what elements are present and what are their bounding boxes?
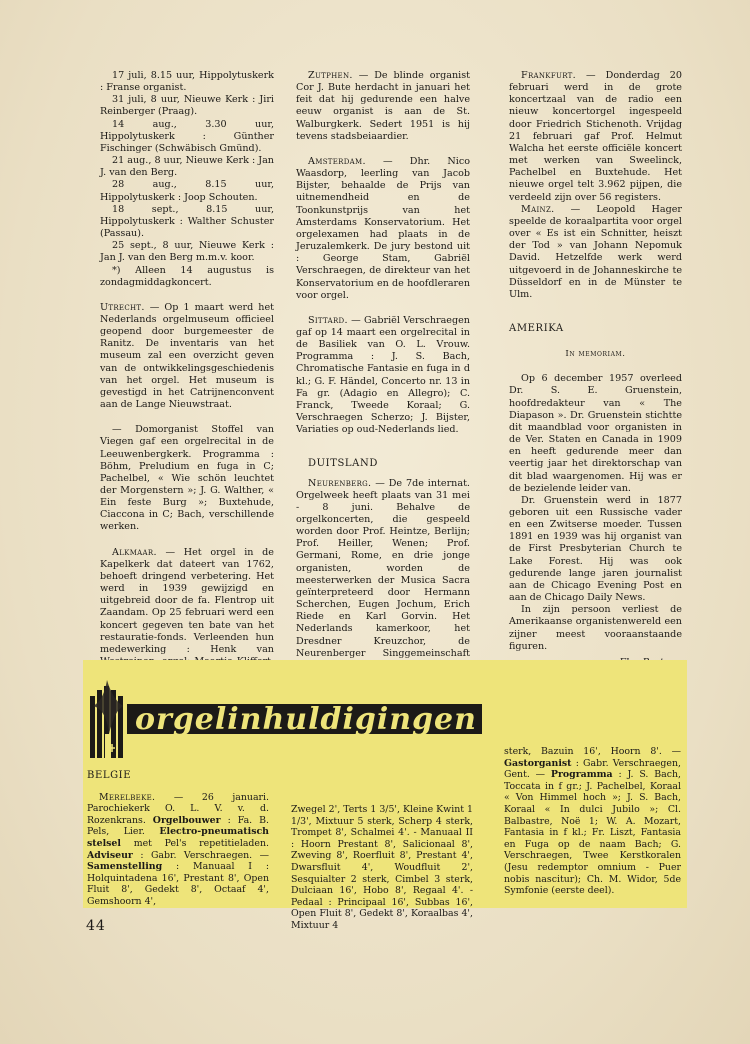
article-text: — 26 januari. Parochiekerk O. L. V. v. d. Rozenkrans. (87, 791, 270, 826)
column-2 (296, 70, 470, 696)
label-gastorganist: Gastorganist (504, 757, 572, 769)
city-name: Merelbeke. (99, 791, 156, 803)
box-column-2 (291, 804, 473, 932)
article-merelbeke (87, 792, 269, 908)
article-text: met Pel's repetitieladen. (133, 837, 269, 849)
article-text (504, 746, 681, 897)
organ-pipes-icon (90, 680, 123, 758)
section-heading-amerika: AMERIKA (509, 322, 564, 334)
box-column-3 (504, 746, 681, 897)
paragraph: Dr. Gruenstein werd in 1877 geboren uit een Russische vader en een Zwitserse moeder. Tussen 1891 en 1939 was hij organist van de First Presbyterian Church te Lake Forest. Hij was ook gedurende lange jaren journalist aan de Chicago Evening Post en aan de Chicago Daily News. (509, 494, 682, 604)
article-text: — Dhr. Nico Waasdorp, leerling van Jacob Bijster, behaalde de Prijs van uitnemendheid en de Toonkunstprijs van het Amsterdams Konservatorium. Het orgelexamen had plaats in de Jeruzalemkerk. De jury bestond uit : George Stam, Gabriël Verschraegen, de direkteur van het Konservatorium en de hoofdleraren voor orgel. (296, 155, 470, 301)
article-text: — Gabriël Verschraegen gaf op 14 maart een orgelrecital in de Basiliek van O. L. Vrouw. Programma : J. S. Bach, Chromatische Fantasie en fuga in d kl.; G. F. Händel, Concerto nr. 13 in Fa gr. (Adagio en Allegro); C. Franck, Tweede Koraal; G. Verschraegen Scherzo; J. Bijster, Variaties op oud-Nederlands lied. (296, 314, 470, 436)
article-text: : Fa. B. Pels, Lier. (87, 814, 269, 838)
concert-entry: 31 juli, 8 uur, Nieuwe Kerk : Jiri Reinberger (Praag). (100, 94, 274, 118)
article-text: — Op 1 maart werd het Nederlands orgelmuseum officieel geopend door burgemeester de Ranitz. De inventaris van het museum zal een overzicht geven van de ontwikkelingsgeschiedenis van het orgel. Het museum is gevestigd in het Catrijnenconvent aan de Lange Nieuwstraat. (100, 301, 274, 411)
section-heading-belgie: BELGIE (87, 770, 132, 781)
article-frankfurt (509, 70, 682, 204)
label-samenstelling: Samenstelling (87, 861, 163, 873)
article-text: — De 7de internat. Orgelweek heeft plaats van 31 mei - 8 juni. Behalve de orgelkoncerten, die gespeeld worden door Prof. Heintze, Berlijn; Prof. Heiller, Wenen; Prof. Germani, Rome, en drie jonge organisten, worden de meesterwerken der Musica Sacra geïnterpreteerd door Hermann Scherchen, Eugen Jochum, Erich Riede en Karl Gorvin. Het Nederlands kamerkoor, het Dresdner Kreuzchor, de Neurenberger Singgemeinschaft (296, 477, 470, 659)
column-1 (100, 70, 274, 705)
article-text: Zwegel 2', Terts 1 3/5', Kleine Kwint 1 1/3', Mixtuur 5 sterk, Scherp 4 sterk, Trompet 8', Schalmei 4'. - Manuaal II : Hoorn Prestant 8', Salicionaal 8', Zweving 8', Roerfluit 8', Prestant 4', Dwarsfluit 4', Woudfluit 2', Sesquialter 2 sterk, Cimbel 3 sterk, Dulciaan 16', Hobo 8', Regaal 4'. - Pedaal : Principaal 16', Subbas 16', Open Fluit 8', Gedekt 8', Koraalbas 4', Mixtuur 4 (291, 804, 473, 931)
city-name: Frankfurt. (521, 70, 576, 81)
subheading-memoriam: In memoriam. (565, 349, 626, 360)
city-name: Amsterdam. (308, 155, 366, 167)
article-text: : Manuaal I : Holquintadena 16', Prestant 8', Open Fluit 8', Gedekt 8', Octaaf 4', Gemshoorn 4', (87, 861, 269, 907)
label-stelsel: Electro-pneumatisch stelsel (87, 826, 269, 849)
article-utrecht (100, 302, 274, 411)
article-text: — De blinde organist Cor J. Bute herdacht in januari het feit dat hij gedurende een halve eeuw organist is aan de St. Walburgkerk. Sedert 1951 is hij tevens stadsbeiaardier. (296, 70, 470, 142)
column-3 (509, 70, 682, 669)
article-text: : Gabr. Verschraegen, Gent. — (504, 757, 681, 781)
concert-note: *) Alleen 14 augustus is zondagmiddagkoncert. (100, 264, 274, 288)
paragraph: Op 6 december 1957 overleed Dr. S. E. Gruenstein, hoofdredakteur van « The Diapason ». Dr. Gruenstein stichtte dit maandblad voor organisten in de Ver. Staten en Canada in 1909 en heeft gedurende meer dan veertig jaar het direktorschap van dit blad waargenomen. Hij was er de bezielende leider van. (509, 373, 682, 494)
city-name: Mainz. (521, 203, 555, 215)
article-text: : Gabr. Verschraegen. — (140, 849, 269, 861)
banner-title: orgelinhuldigingen (135, 702, 477, 737)
concert-entry: 18 sept., 8.15 uur, Hippolytuskerk : Walther Schuster (Passau). (100, 203, 274, 240)
article-amsterdam (296, 156, 470, 302)
label-adviseur: Adviseur (87, 849, 133, 861)
article-zutphen (296, 70, 470, 143)
city-name: Sittard. (308, 314, 348, 326)
concert-entry: 17 juli, 8.15 uur, Hippolytuskerk : Franse organist. (100, 70, 274, 94)
article-text: sterk, Bazuin 16', Hoorn 8'. — (504, 746, 681, 757)
box-column-1 (87, 770, 269, 908)
orgelinhuldigingen-banner (87, 676, 482, 776)
paragraph: In zijn persoon verliest de Amerikaanse organistenwereld een zijner meest vooraanstaande figuren. (509, 604, 682, 652)
concert-entry: 25 sept., 8 uur, Nieuwe Kerk : Jan J. van den Berg m.m.v. koor. (100, 240, 274, 264)
article-sittard (296, 315, 470, 437)
section-heading-duitsland: DUITSLAND (308, 458, 378, 470)
article-text: — Het orgel in de Kapelkerk dat dateert van 1762, behoeft dringend verbetering. Het werd in 1939 gewijzigd en uitgebreid door de fa. Flentrop uit Zaandam. Op 25 februari werd een koncert gegeven ten bate van het restauratie-fonds. Verleenden hun medewerking : Henk van (100, 546, 274, 655)
city-name: Utrecht. (100, 301, 145, 313)
concert-entry: 14 aug., 3.30 uur, Hippolytuskerk : Günther Fischinger (Schwäbisch Gmünd). (100, 118, 274, 154)
article-domorganist: — Domorganist Stoffel van Viegen gaf een orgelrecital in de Leeuwenbergkerk. Programma : Böhm, Preludium en fuga in C; Pachelbel, « Wie schön leuchtet der Morgenstern »; J. G. Walther, « Ein feste Burg »; Buxtehude, Ciaccona in C; Bach, verschillende werken. (100, 424, 274, 533)
article-text: : J. S. Bach, Toccata in f gr.; J. Pachelbel, Koraal « Von Himmel hoch »; J. S. Bach, Koraal « In dulci Jubilo »; Cl. Balbastre, Noë 1; W. A. Mozart, Fantasia in f kl.; Fr. Liszt, Fantasia en Fuga op de naam Bach; G. Verschraegen, Twee Kerstkoralen (Jesu redemptor omnium - Puer nobis nascitur); Ch. M. Widor, 5de Symfonie (eerste deel). (504, 769, 681, 897)
article-text: — Leopold Hager speelde de koraalpartita voor orgel over « Es ist ein Schnitter, heiszt der Tod » van Johann Nepomuk David. Hetzelfde werk werd uitgevoerd in de Johanneskirche te Düsseldorf en in de Münster te Ulm. (509, 203, 682, 300)
article-mainz (509, 204, 682, 301)
concert-entry: 28 aug., 8.15 uur, Hippolytuskerk : Joop Schouten. (100, 179, 274, 203)
page-number: 44 (86, 918, 106, 934)
city-name: Zutphen. (308, 70, 353, 81)
concert-entry: 21 aug., 8 uur, Nieuwe Kerk : Jan J. van den Berg. (100, 155, 274, 179)
label-programma: Programma (550, 769, 613, 781)
city-name: Alkmaar. (112, 546, 157, 558)
label-orgelbouwer: Orgelbouwer (152, 814, 221, 826)
city-name: Neurenberg. (308, 477, 372, 489)
article-text: — Donderdag 20 februari werd in de grote koncertzaal van de radio een nieuw koncertorgel ingespeeld door Friedrich Stichenoth. Vrijdag 21 februari gaf Prof. Helmut Walcha het eerste officiële koncert met werken van Sweelinck, Pachelbel en Buxtehude. Het nieuwe orgel telt 3.962 pijpen, die verdeeld zijn over 56 registers. (509, 70, 682, 203)
